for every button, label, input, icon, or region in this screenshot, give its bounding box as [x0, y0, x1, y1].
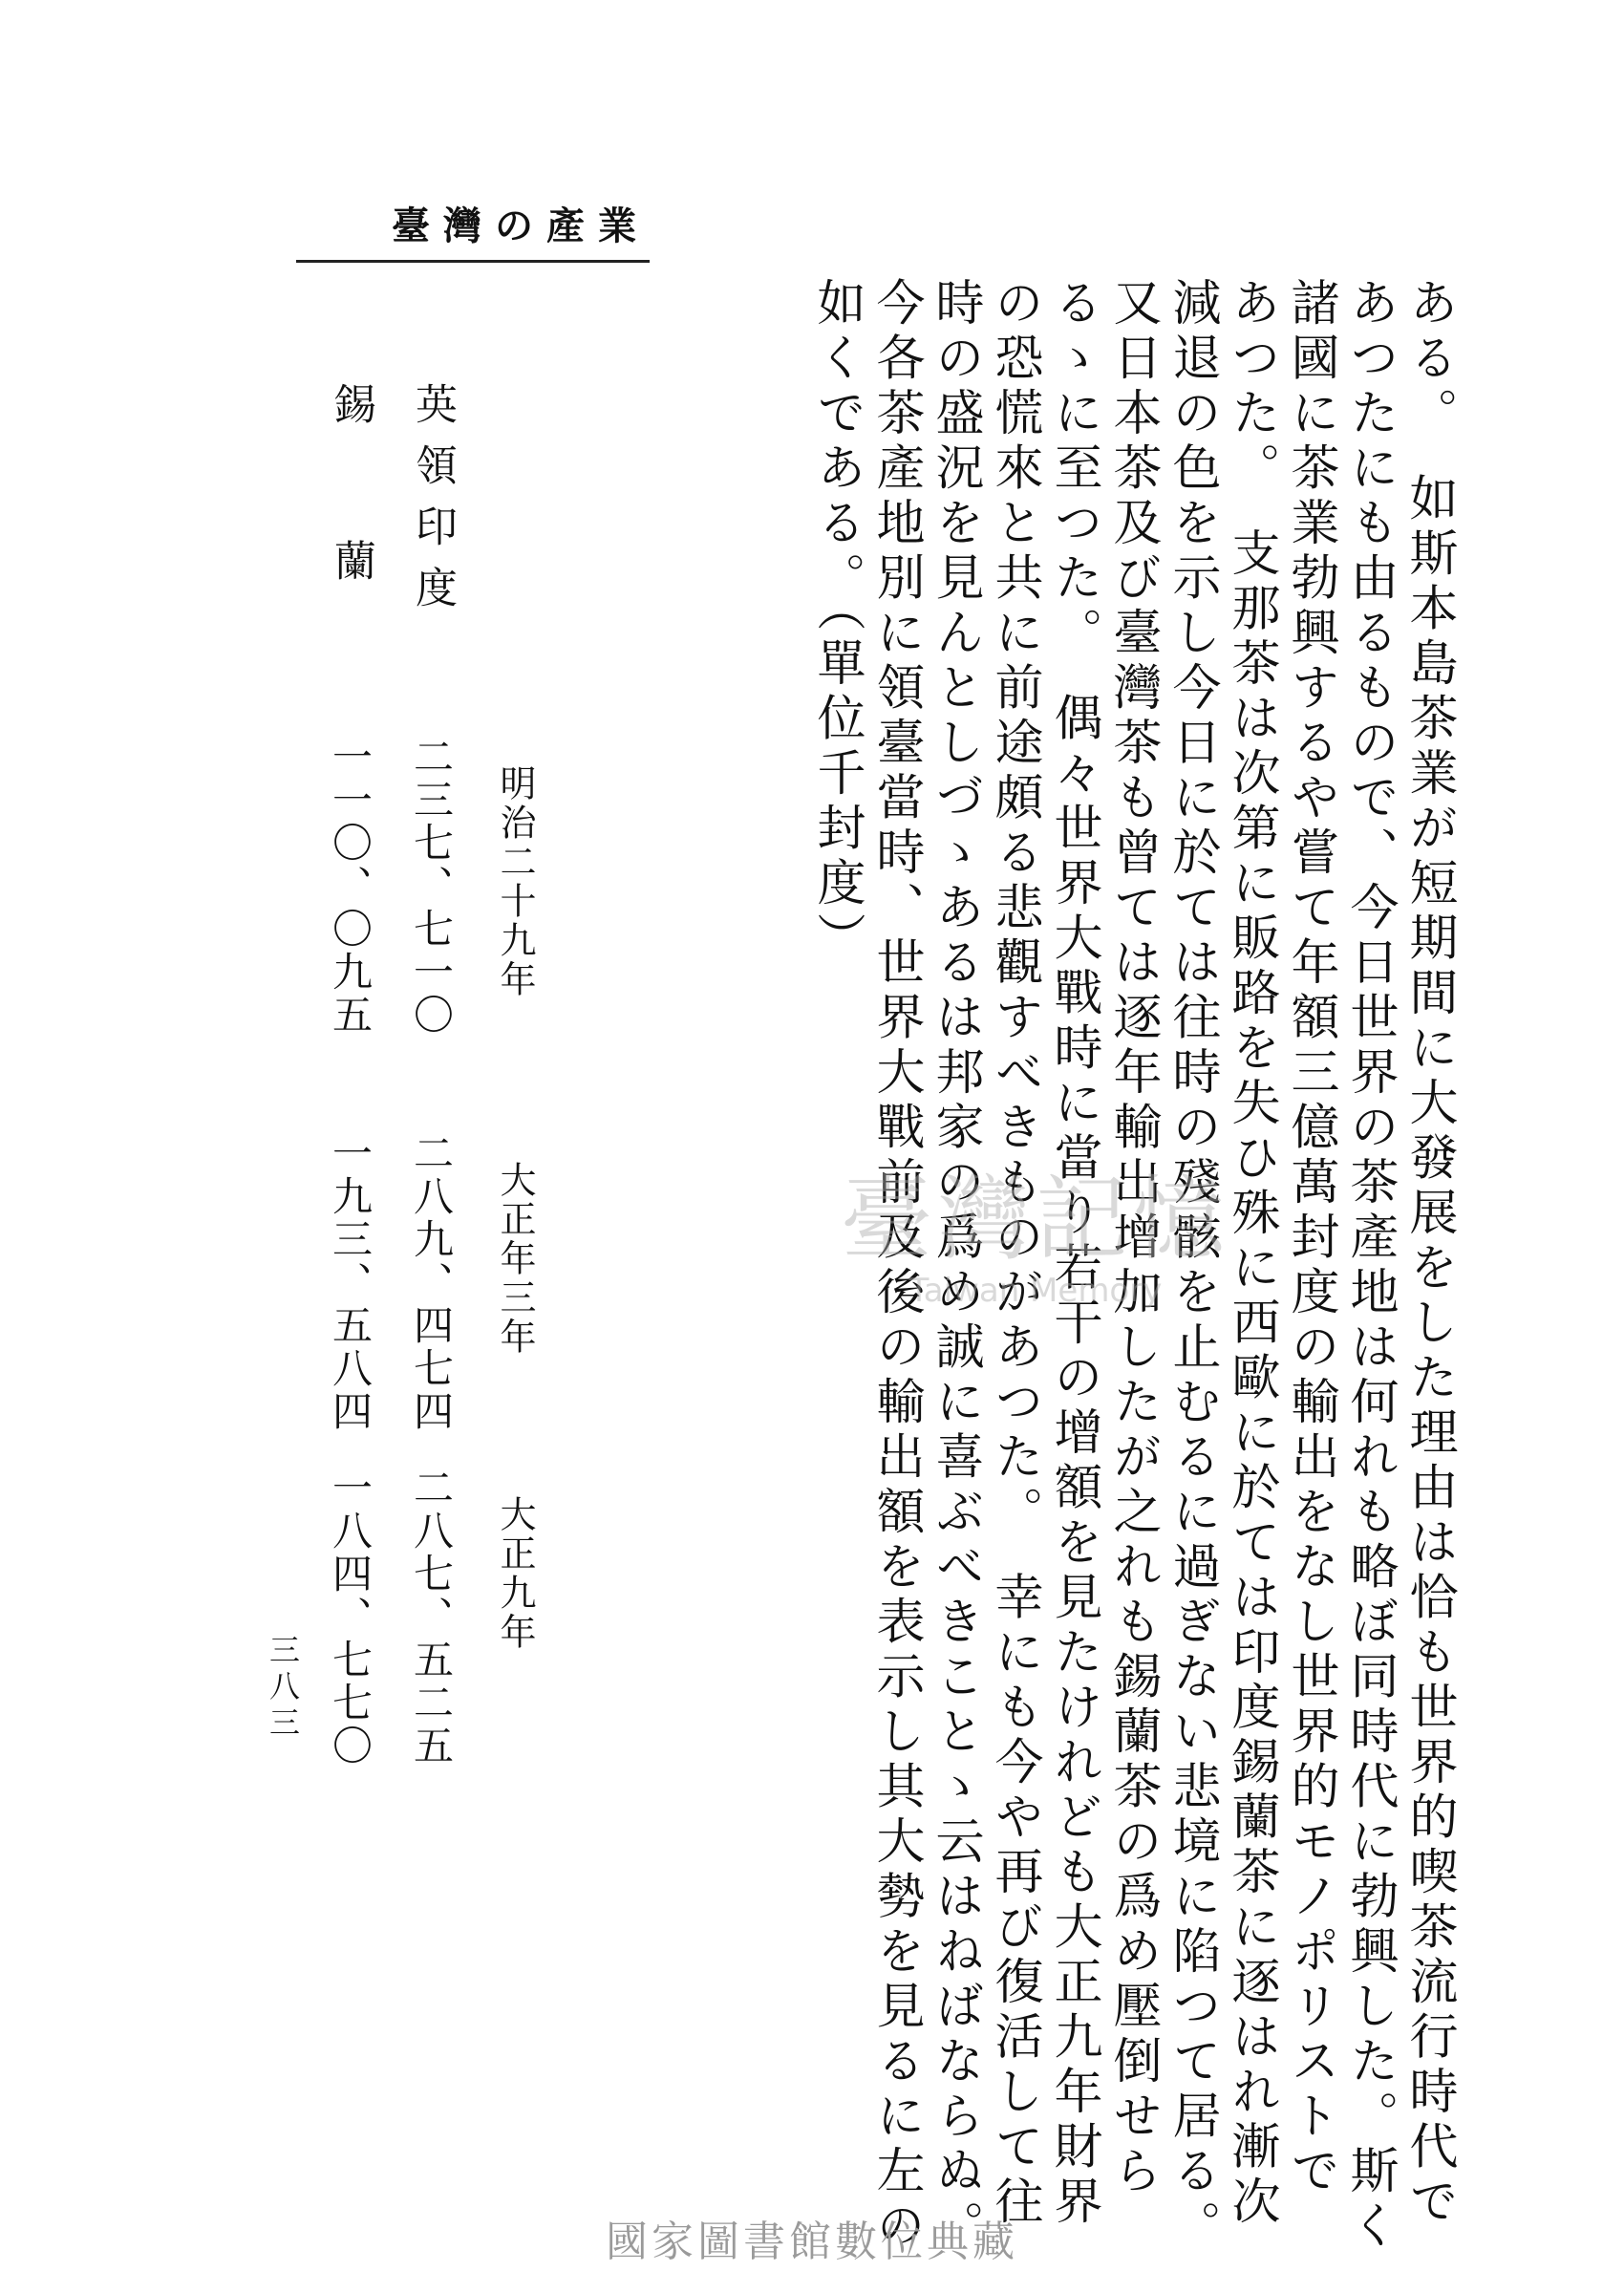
body-line: るゝに至つた。 偶々世界大戰時に當り若干の增額を見たけれども大正九年財界 [1045, 277, 1101, 2231]
table-column-header: 大正年三年 [494, 1161, 536, 1357]
body-line: 如くである。（單位千封度） [808, 277, 865, 967]
body-line: 諸國に茶業勃興するや嘗て年額三億萬封度の輸出をなし世界的モノポリストで [1282, 277, 1338, 2200]
page-number: 三八三 [265, 1634, 301, 1743]
table-row-label: 英領印度 [408, 382, 457, 627]
table-cell: 二三七、七一〇 [408, 736, 455, 1037]
running-header: 臺灣の產業 [392, 204, 650, 248]
table-cell: 一九三、五八四 [327, 1132, 374, 1433]
body-line: 時の盛況を見んとしづゝあるは邦家の爲め誠に喜ぶべきことゝ云はねばならぬ。 [927, 277, 983, 2255]
library-footer: 國家圖書館數位典藏 [606, 2218, 1018, 2266]
body-line: の恐慌來と共に前途頗る悲觀すべきものがあつた。 幸にも今や再び復活して往 [986, 277, 1042, 2231]
table-column-header: 大正九年 [494, 1495, 536, 1652]
watermark-logo-text: 臺灣記憶 [841, 1166, 1230, 1273]
body-line: 減退の色を示し今日に於ては往時の殘骸を止むるに過ぎない悲境に陷つて居る。 [1164, 277, 1220, 2255]
body-line: あつた。 支那茶は次第に販路を失ひ殊に西歐に於ては印度錫蘭茶に逐はれ漸次 [1223, 277, 1279, 2231]
table-column-header: 明治二十九年 [494, 764, 536, 999]
table-cell: 二八七、五二五 [408, 1467, 455, 1768]
table-cell: 二八九、四七四 [408, 1132, 455, 1433]
table-row-label: 錫蘭 [327, 382, 375, 696]
watermark-subtext: Taiwan Memory [908, 1272, 1163, 1310]
body-line: ある。 如斯本島茶業が短期間に大發展をした理由は恰も世界的喫茶流行時代で [1400, 277, 1457, 2231]
body-line: 今各茶產地別に領臺當時、世界大戰前及後の輸出額を表示し其大勢を見るに左の [867, 277, 924, 2255]
body-line: あつたにも由るもので、今日世界の茶產地は何れも略ぼ同時代に勃興した。斯く [1341, 277, 1398, 2255]
table-cell: 一八四、七七〇 [327, 1467, 374, 1768]
body-line: 又日本茶及び臺灣茶も曾ては逐年輸出增加したが之れも錫蘭茶の爲め壓倒せら [1104, 277, 1161, 2200]
table-cell: 一一〇、〇九五 [327, 736, 374, 1037]
header-rule [296, 260, 650, 263]
